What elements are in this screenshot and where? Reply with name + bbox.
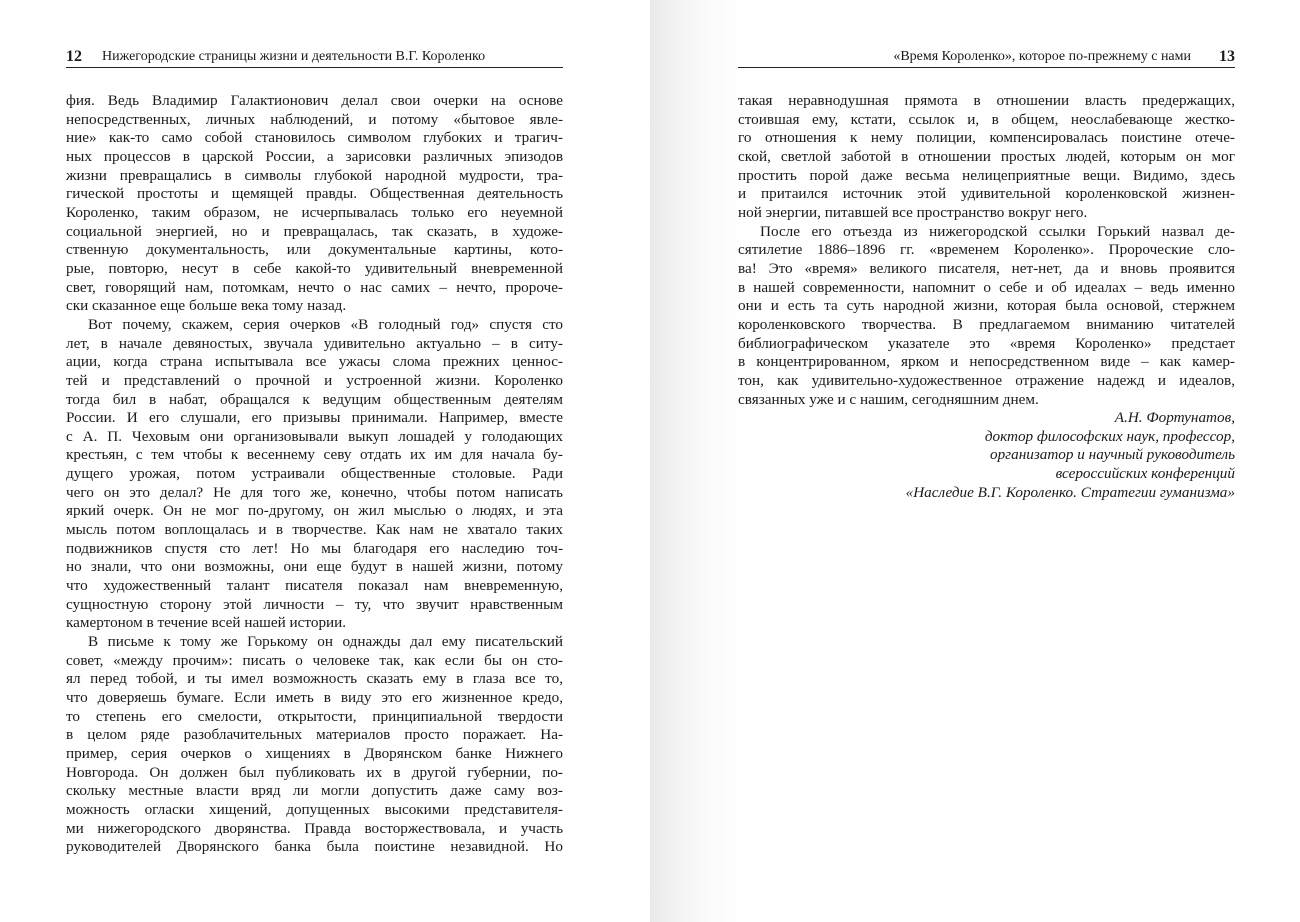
text-line: стоившая ему, кстати, ссылок и, в общем, неослабевающе жестко- [738,110,1235,128]
text-line: они и есть та суть народной жизни, которая была основой, стержнем [738,297,1235,315]
text-line: камертоном в течение всей нашей истории. [66,614,347,632]
running-title-left: Нижегородские страницы жизни и деятельности В.Г. Короленко [102,49,486,64]
text-line: ял перед тобой, и ты имел возможность сказать ему в глаза все то, [66,670,563,688]
text-line: подвижников спустя сто лет! Но мы благодаря его наследию точ- [66,539,563,557]
text-line: то степень его смелости, открытости, принципиальной твердости [66,707,563,725]
text-line: в целом ряде разоблачительных материалов просто поражает. На- [66,726,563,744]
text-line: ственную документальность, или документальные картины, кото- [66,241,563,259]
text-line: жизни превращались в символы глубокой народной мудрости, тра- [66,166,563,184]
running-title-right: «Время Короленко», которое по-прежнему с нами [893,49,1191,64]
text-line: свет, говорящий нам, потомкам, нечто о нас самих – нечто, пророче- [66,278,563,296]
text-line: ации, когда страна испытывала все ужасы слома прежних ценнос- [66,353,563,371]
text-line: такая неравнодушная прямота в отношении власть предержащих, [738,92,1235,109]
right-text-block [738,92,1235,502]
text-line: и притаился источник этой удивительной короленковской жизнен- [738,185,1235,203]
text-line: в нашей современности, напомнит о себе и об идеалах – ведь именно [738,278,1235,296]
text-line: фия. Ведь Владимир Галактионович делал свои очерки на основе [66,92,563,109]
text-line: В письме к тому же Горькому он однажды дал ему писательский [88,633,563,651]
text-line: пример, серия очерков о хищениях в Дворянском банке Нижнего [66,744,563,762]
text-line: крестьян, с тем чтобы к весеннему севу отдать их им для начала бу- [66,446,563,464]
text-line: ных процессов в царской России, а зарисовки различных эпизодов [66,147,563,165]
signature-line: А.Н. Фортунатов, [1114,409,1235,427]
text-line: го отношения к нему полиции, компенсировалась поистине отече- [738,129,1235,147]
running-head-left [66,43,563,68]
text-line: социальной энергией, но и превращалась, так сказать, в художе- [66,222,563,240]
text-line: Короленко, таким образом, не исчерпывалась только его неуемной [66,203,563,221]
page-number-left: 12 [66,48,82,65]
text-line: с А. П. Чеховым они организовывали выкуп лошадей у голодающих [66,427,563,445]
text-line: простить порой даже весьма нелицеприятные вещи. Видимо, здесь [738,166,1235,184]
left-text-block [66,92,563,857]
text-line: скольку местные власти вряд ли могли допустить даже саму воз- [66,782,563,800]
text-line: что доверяешь бумаге. Если иметь в виду это его жизненное кредо, [66,689,563,706]
text-line: ски сказанное еще больше века тому назад. [66,297,347,315]
right-page [650,0,1300,922]
text-line: можность огласки хищений, допущенных высокими представителя- [66,800,563,818]
text-line: непосредственных, личных наблюдений, и потому «бытовое явле- [66,110,563,128]
text-line: чего он это делал? Не для того же, конечно, чтобы потом написать [66,483,563,501]
right-body-text [738,92,1235,409]
text-line: ва! Это «время» великого писателя, нет-нет, да и вновь проявится [738,259,1235,277]
text-line: короленковского творчества. В предлагаемом вниманию читателей [738,315,1235,333]
text-line: лет, в начале девяностых, звучала удивительно актуально – в ситу- [66,334,563,352]
text-line: гической простоты и щемящей правды. Общественная деятельность [66,185,563,203]
author-signature [738,409,1235,502]
text-line: сущностную сторону этой личности – ту, что звучит нравственным [66,595,563,613]
text-line: Новгорода. Он должен был публиковать их в другой губернии, по- [66,763,563,781]
text-line: яркий очерк. Он не мог по-другому, он жил мыслью о людях, и эта [66,502,563,520]
text-line: рые, повторю, несут в себе какой-то удивительный вневременной [66,259,563,277]
text-line: библиографическом указателе это «время Короленко» предстает [738,334,1235,352]
text-line: Вот почему, скажем, серия очерков «В голодный год» спустя сто [88,315,563,333]
text-line: тей и представлений о прочной и устроенной жизни. Короленко [66,371,563,389]
text-line: тон, как удивительно-художественное отражение надежд и идеалов, [738,371,1235,389]
text-line: совет, «между прочим»: писать о человеке так, как если бы он сто- [66,651,563,669]
text-line: но знали, что они возможны, они еще будут в нашей жизни, потому [66,558,563,576]
page-number-right: 13 [1219,48,1235,65]
text-line: ние» как-то само собой становилось символом глубоких и трагич- [66,129,563,147]
text-line: в концентрированном, ярком и непосредственном виде – как камер- [738,353,1235,371]
text-line: России. И его слушали, его призывы принимали. Например, вместе [66,409,563,427]
text-line: После его отъезда из нижегородской ссылки Горький назвал де- [760,222,1235,240]
text-line: дущего урожая, потом устраивали общественные столовые. Ради [66,465,563,483]
text-line: что художественный талант писателя показал нам вневременную, [66,577,563,595]
running-head-right [738,43,1235,68]
text-line: ной энергии, питавшей все пространство вокруг него. [738,203,1088,221]
text-line: тогда бил в набат, обращался к ведущим общественным деятелям [66,390,563,408]
signature-line: организатор и научный руководитель [989,446,1235,464]
text-line: ми нижегородского дворянства. Правда восторжествовала, и участь [66,819,563,837]
signature-line: всероссийских конференций [1055,465,1235,483]
text-line: связанных уже и с нашим, сегодняшним днем. [738,390,1039,408]
text-line: сятилетие 1886–1896 гг. «временем Короленко». Пророческие сло- [738,241,1235,259]
text-line: ской, светлой заботой в отношении простых людей, которым он мог [738,147,1235,165]
signature-line: «Наследие В.Г. Короленко. Стратегии гуманизма» [905,483,1235,501]
text-line: мысль потом воплощалась и в творчестве. Как нам не хватало таких [66,521,563,539]
text-line: руководителей Дворянского банка была поистине незавидной. Но [66,838,563,856]
signature-line: доктор философских наук, профессор, [984,427,1235,445]
